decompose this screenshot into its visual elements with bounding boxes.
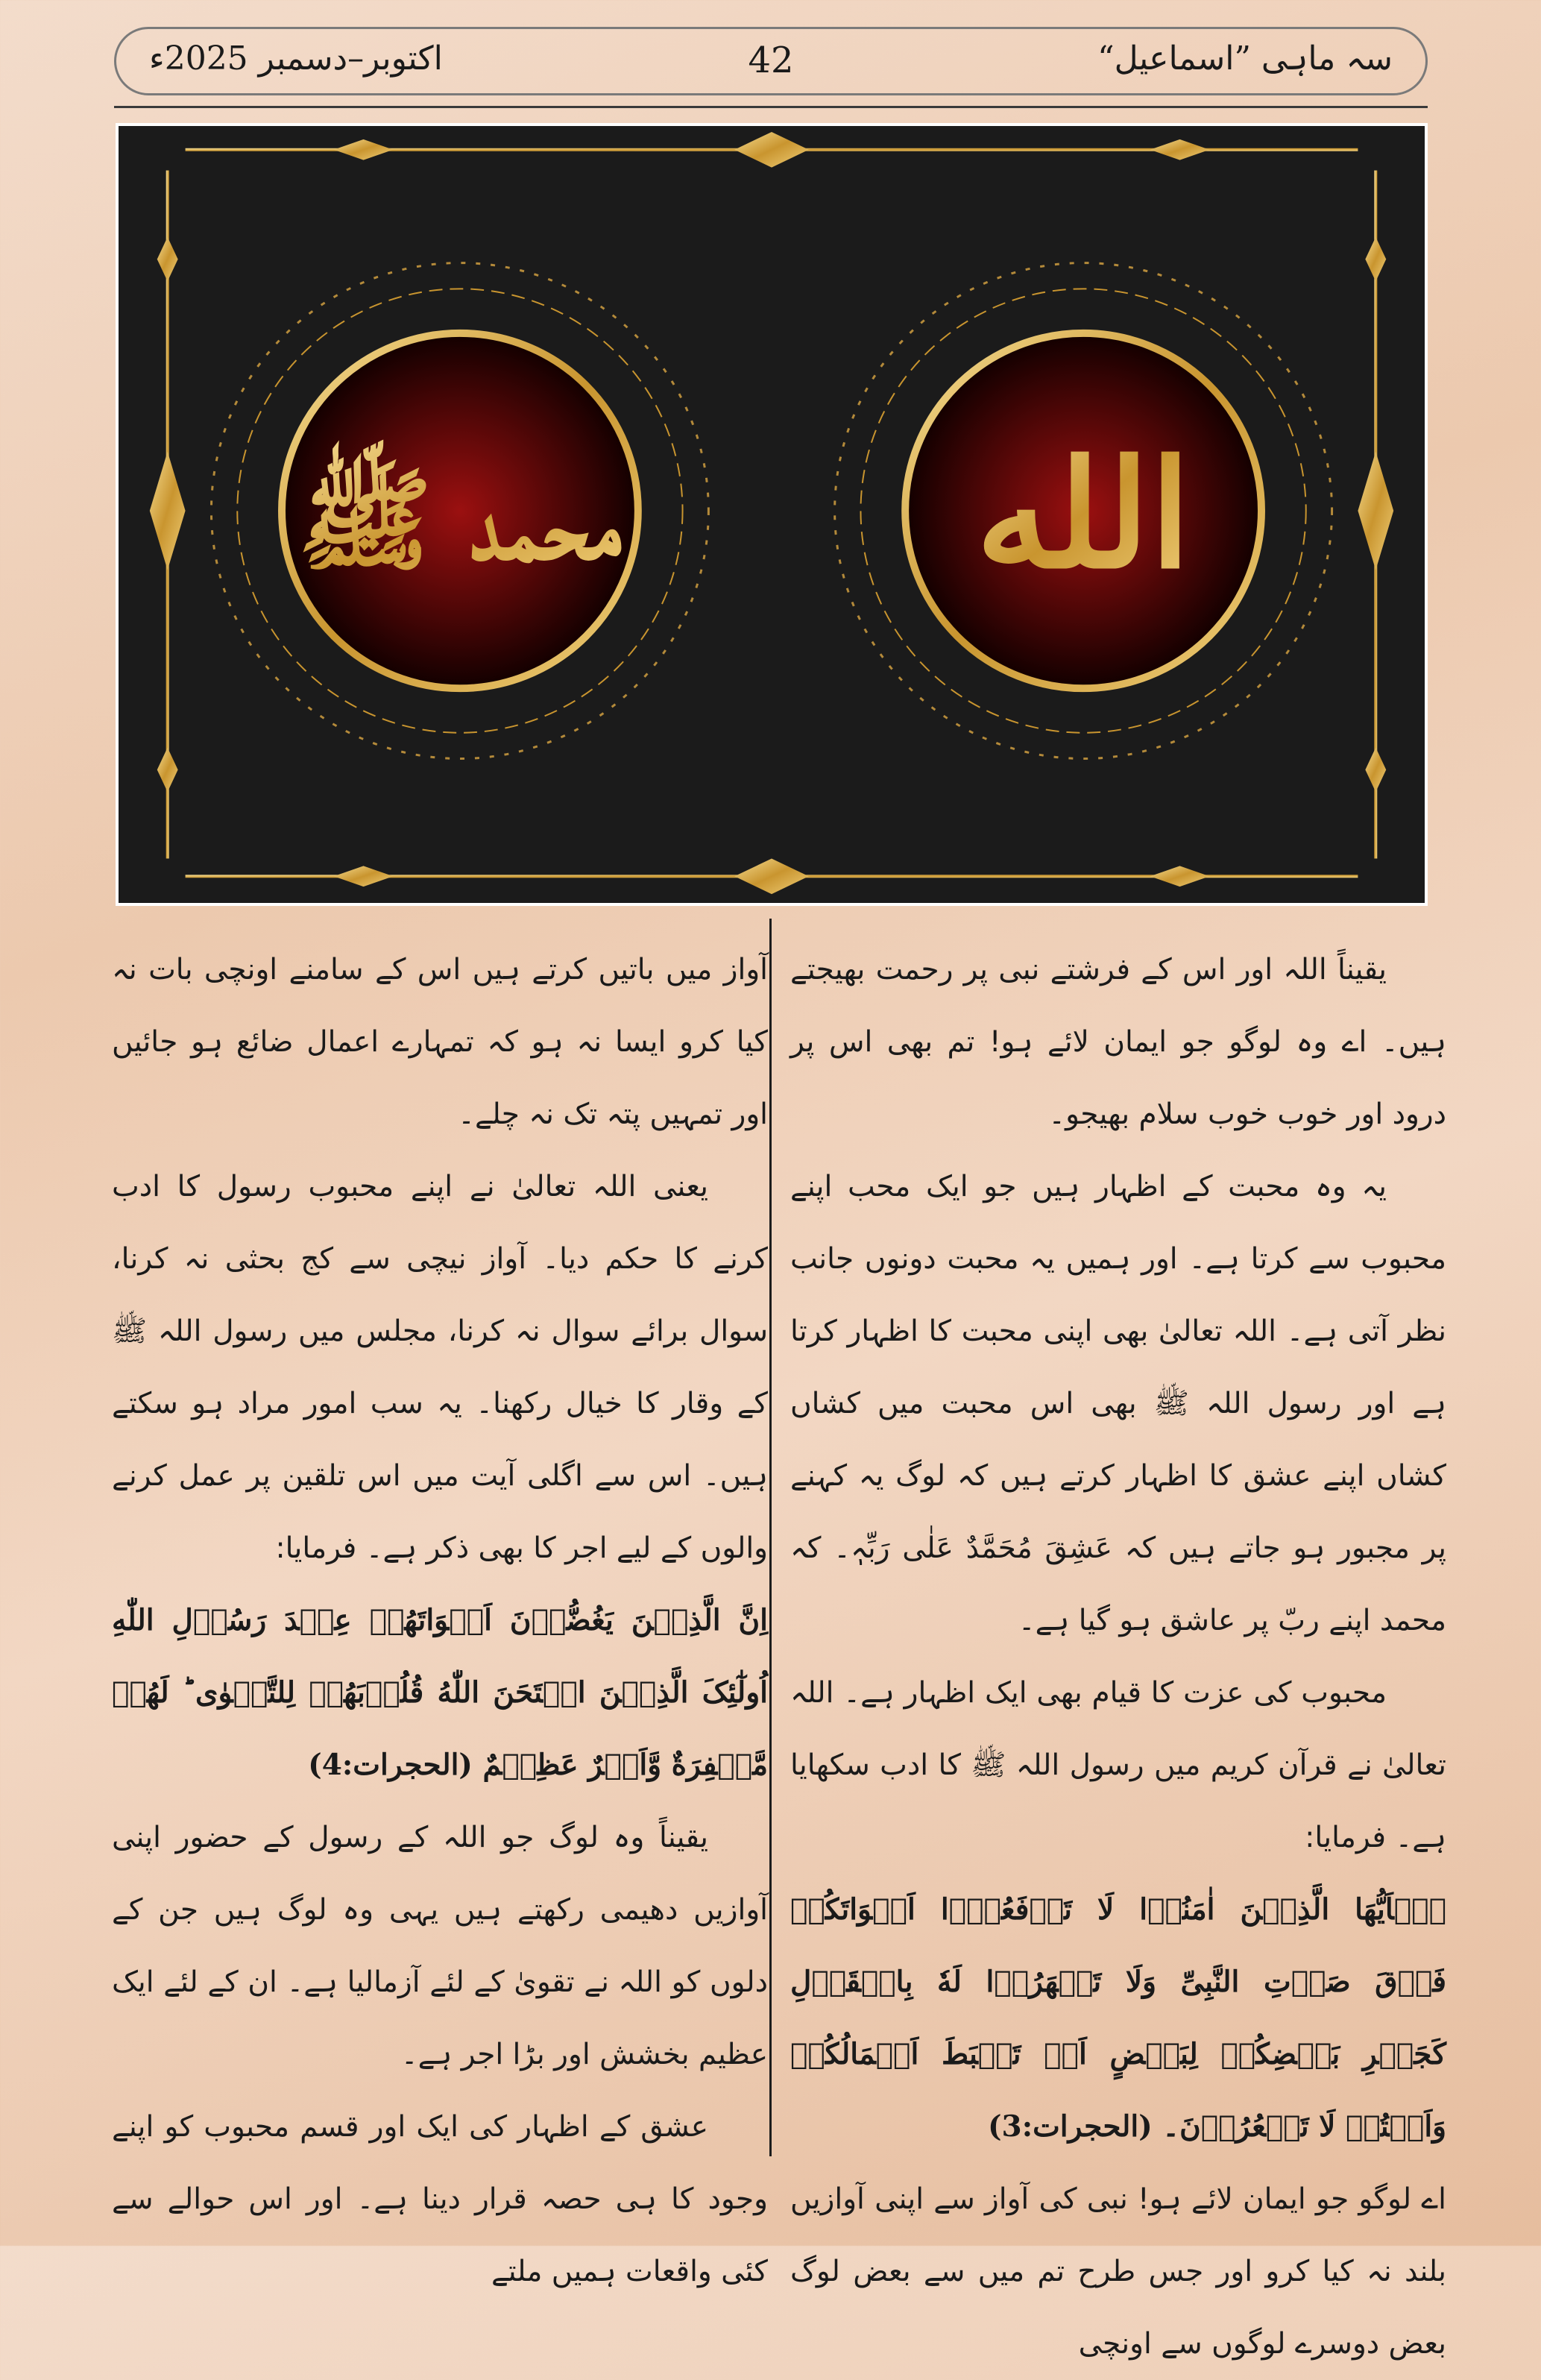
allah-medallion <box>835 263 1332 759</box>
muhammad-medallion <box>211 263 708 759</box>
right-ornament-bar <box>1358 171 1393 859</box>
paragraph: یقیناً وہ لوگ جو اللہ کے رسول کے حضور اپنی آوازیں دھیمی رکھتے ہیں یہی وہ لوگ ہیں جن کے دلوں کو اللہ نے تقویٰ کے لئے آزمالیا ہے۔ ان کے لئے ایک عظیم بخشش اور بڑا اجر ہے۔ <box>112 1821 768 2071</box>
right-column <box>790 934 1446 2380</box>
left-ornament-bar <box>150 171 186 859</box>
allah-calligraphy: الله <box>975 426 1191 602</box>
column-divider <box>769 919 772 2156</box>
bottom-ornament-bar <box>186 858 1358 894</box>
top-ornament-bar <box>186 132 1358 168</box>
magazine-title: سہ ماہی ”اسماعیل“ <box>1097 40 1393 78</box>
calligraphy-illustration <box>119 126 1425 903</box>
muhammad-calligraphy: محمد ﷺ <box>297 455 623 586</box>
page-number: 42 <box>748 40 794 81</box>
paragraph: اے لوگو جو ایمان لائے ہو! نبی کی آواز سے اپنی آوازیں بلند نہ کیا کرو اور جس طرح تم میں سے بعض لوگ بعض دوسرے لوگوں سے اونچی <box>790 2182 1446 2361</box>
paragraph: آواز میں باتیں کرتے ہیں اس کے سامنے اونچی بات نہ کیا کرو ایسا نہ ہو کہ تمہارے اعمال ضائع ہو جائیں اور تمہیں پتہ تک نہ چلے۔ <box>112 953 768 1131</box>
header-rule <box>114 106 1428 108</box>
paragraph: محبوب کی عزت کا قیام بھی ایک اظہار ہے۔ اللہ تعالیٰ نے قرآن کریم میں رسول اللہ ﷺ کا ادب سکھایا ہے۔ فرمایا: <box>790 1676 1446 1854</box>
paragraph: یہ وہ محبت کے اظہار ہیں جو ایک محب اپنے محبوب سے کرتا ہے۔ اور ہمیں یہ محبت دونوں جانب نظر آتی ہے۔ اللہ تعالیٰ بھی اپنی محبت کا اظہار کرتا ہے اور رسول اللہ ﷺ بھی اس محبت میں کشاں کشاں اپنے عشق کا اظہار کرتے ہیں کہ لوگ یہ کہنے پر مجبور ہو جاتے ہیں کہ عَشِقَ مُحَمَّدٌ عَلٰی رَبِّہٖ۔ کہ محمد اپنے ربّ پر عاشق ہو گیا ہے۔ <box>790 1170 1446 1637</box>
quran-verse: یٰۤاَیُّهَا الَّذِیۡنَ اٰمَنُوۡا لَا تَرۡفَعُوۡۤا اَصۡوَاتَکُمۡ فَوۡقَ صَوۡتِ النَّبِیِّ وَلَا تَجۡهَرُوۡا لَهٗ بِالۡقَوۡلِ کَجَهۡرِ بَعۡضِکُمۡ لِبَعۡضٍ اَنۡ تَحۡبَطَ اَعۡمَالُکُمۡ وَاَنۡتُمۡ لَا تَشۡعُرُوۡنَ۔ (الحجرات:3) <box>790 1892 1446 2144</box>
paragraph: یقیناً اللہ اور اس کے فرشتے نبی پر رحمت بھیجتے ہیں۔ اے وہ لوگو جو ایمان لائے ہو! تم بھی اس پر درود اور خوب خوب سلام بھیجو۔ <box>790 953 1446 1131</box>
page-header <box>114 27 1428 95</box>
quran-verse: اِنَّ الَّذِیۡنَ یَغُضُّوۡنَ اَصۡوَاتَهُمۡ عِنۡدَ رَسُوۡلِ اللّٰهِ اُولٰٓئِکَ الَّذِیۡنَ امۡتَحَنَ اللّٰهُ قُلُوۡبَهُمۡ لِلتَّقۡوٰی ؕ لَهُمۡ مَّغۡفِرَةٌ وَّاَجۡرٌ عَظِیۡمٌ (الحجرات:4) <box>112 1603 768 1782</box>
calligraphy-artwork <box>116 123 1428 906</box>
issue-date: اکتوبر–دسمبر 2025ء <box>149 40 443 78</box>
left-column <box>112 934 768 2308</box>
paragraph: عشق کے اظہار کی ایک اور قسم محبوب کو اپنے وجود کا ہی حصہ قرار دینا ہے۔ اور اس حوالے سے کئی واقعات ہمیں ملتے <box>112 2110 768 2288</box>
paragraph: یعنی اللہ تعالیٰ نے اپنے محبوب رسول کا ادب کرنے کا حکم دیا۔ آواز نیچی سے کج بحثی نہ کرنا، سوال برائے سوال نہ کرنا، مجلس میں رسول اللہ ﷺ کے وقار کا خیال رکھنا۔ یہ سب امور مراد ہو سکتے ہیں۔ اس سے اگلی آیت میں اس تلقین پر عمل کرنے والوں کے لیے اجر کا بھی ذکر ہے۔ فرمایا: <box>112 1170 768 1565</box>
